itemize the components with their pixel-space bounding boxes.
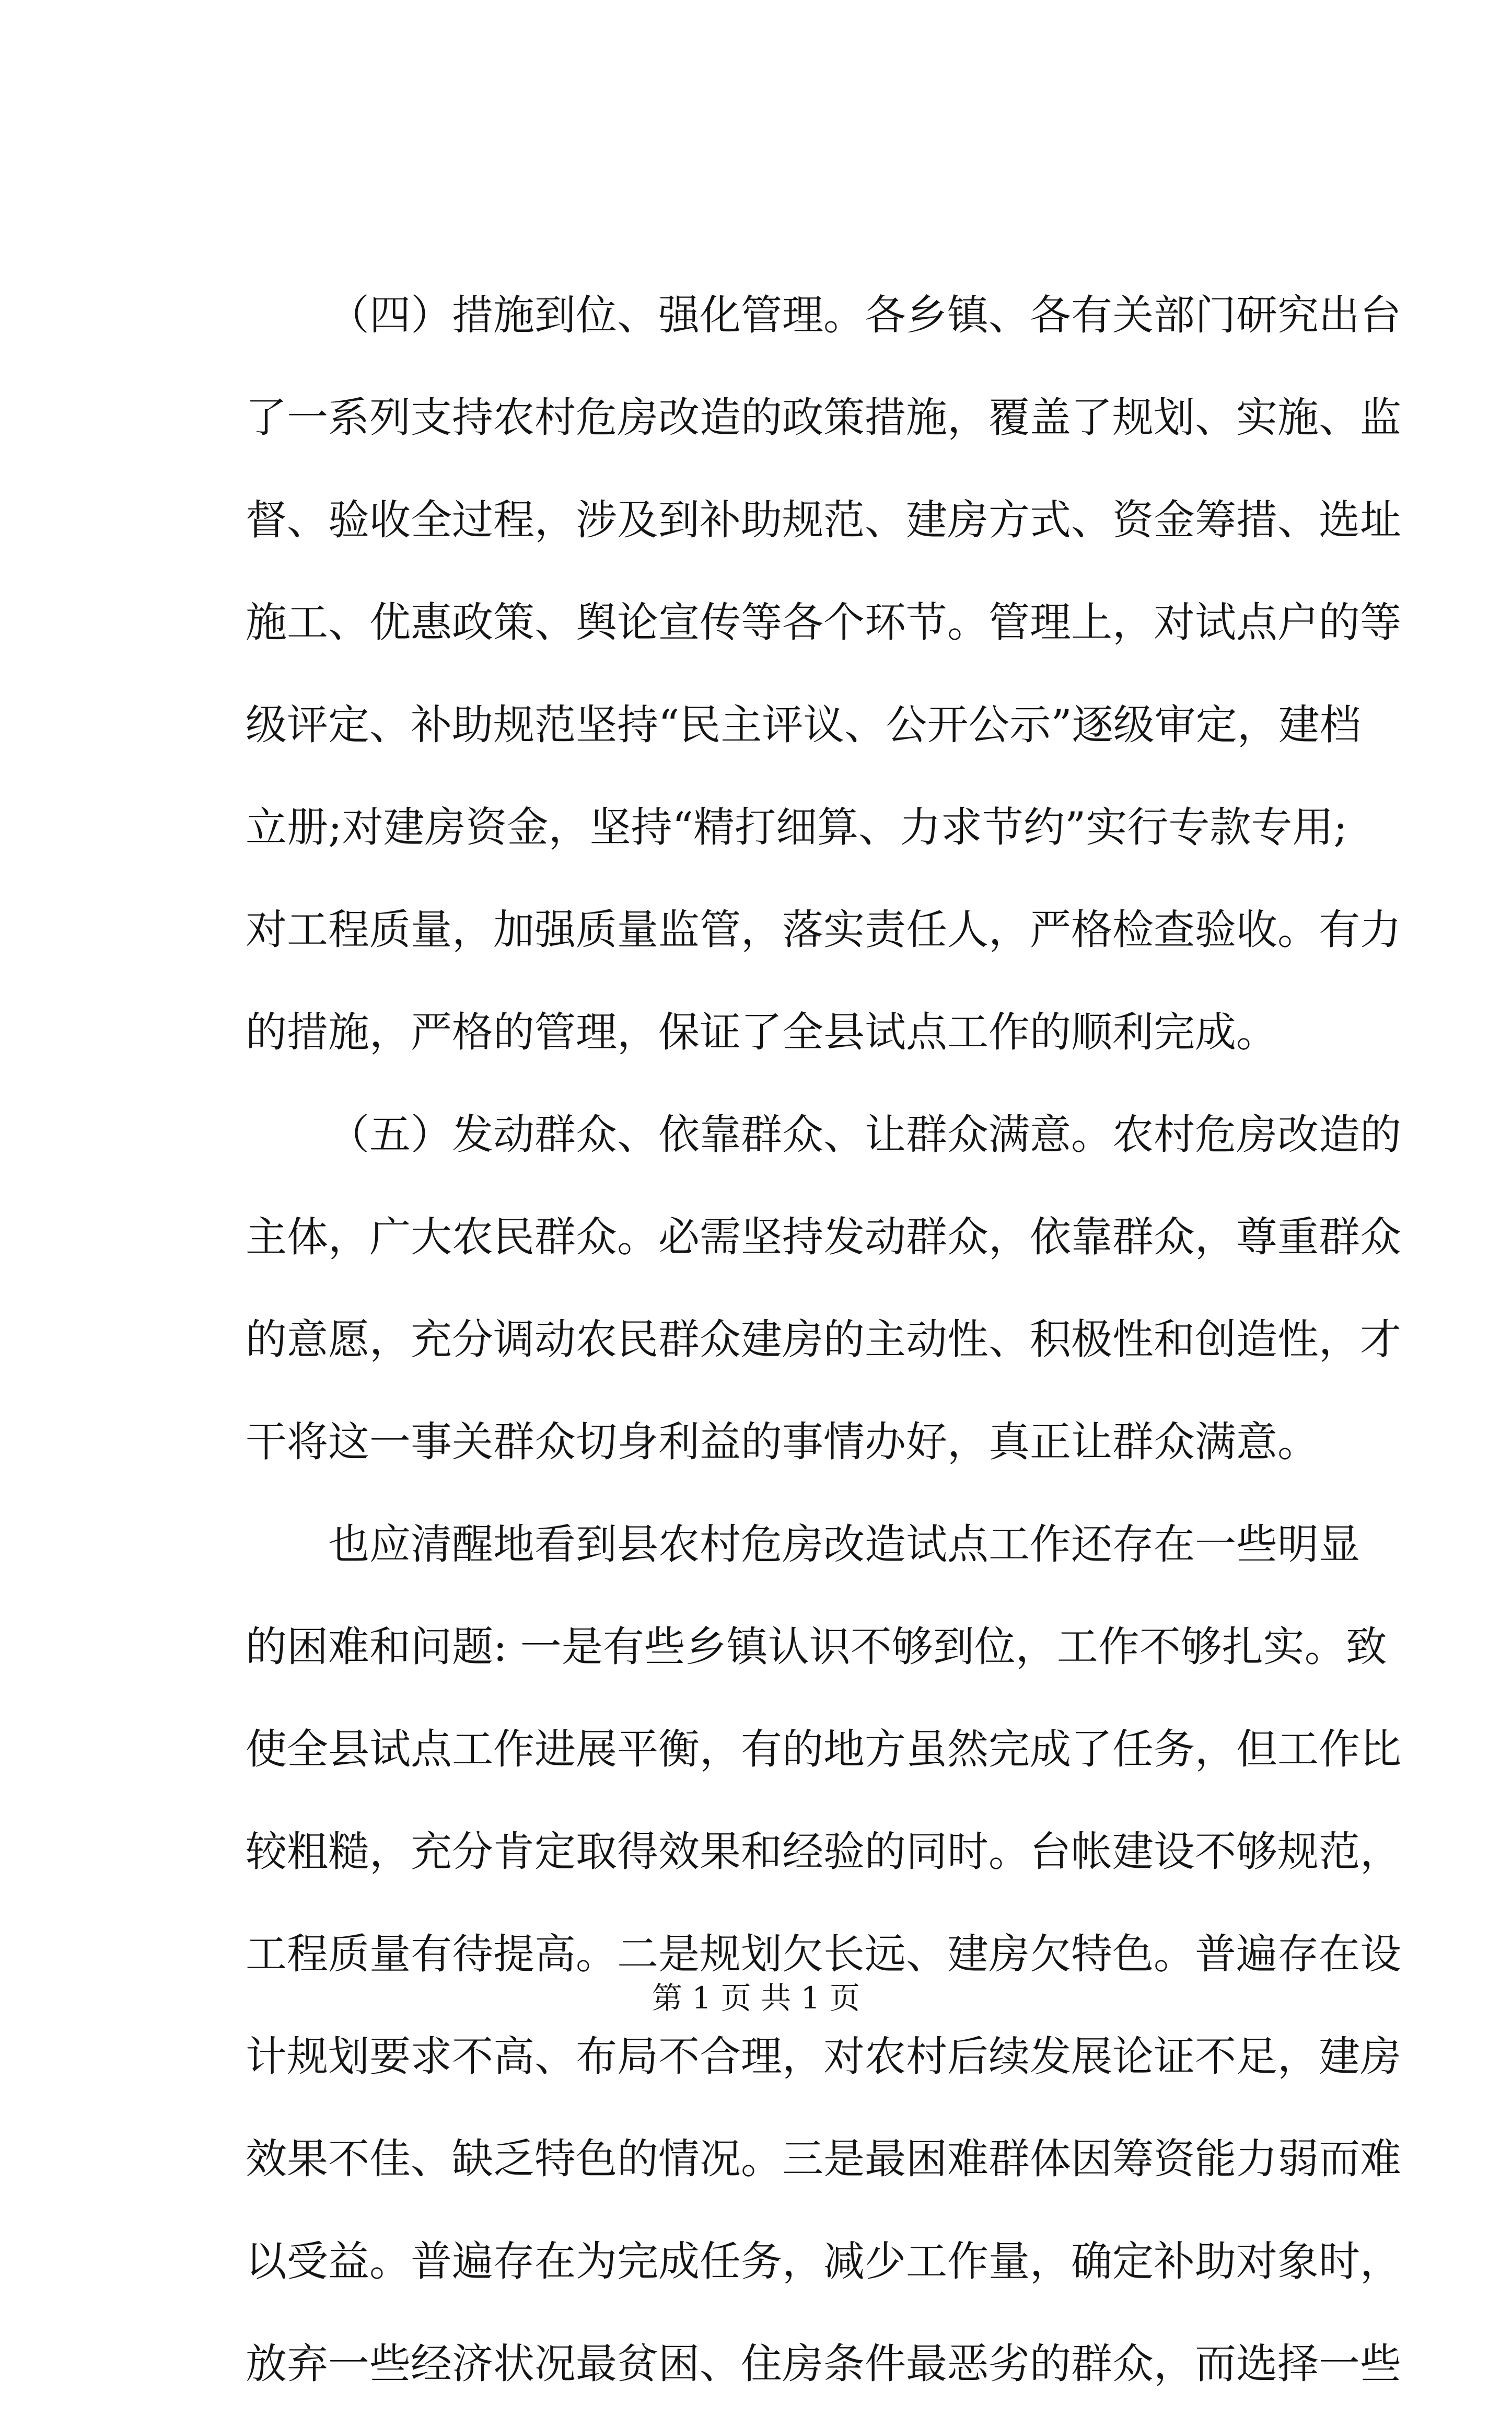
paragraph-1-line-1: （四）措施到位、强化管理。各乡镇、各有关部门研究出台 (328, 291, 1401, 339)
paragraph-3-line-4: 较粗糙，充分肯定取得效果和经验的同时。台帐建设不够规范， (246, 1828, 1401, 1876)
paragraph-1-line-4: 施工、优惠政策、舆论宣传等各个环节。管理上，对试点户的等 (246, 598, 1401, 646)
paragraph-3-line-1: 也应清醒地看到县农村危房改造试点工作还存在一些明显 (328, 1520, 1360, 1568)
paragraph-3-line-7: 效果不佳、缺乏特色的情况。三是最困难群体因筹资能力弱而难 (246, 2135, 1401, 2183)
paragraph-3-line-6: 计规划要求不高、布局不合理，对农村后续发展论证不足，建房 (246, 2032, 1401, 2081)
paragraph-1-line-3: 督、验收全过程，涉及到补助规范、建房方式、资金筹措、选址 (246, 496, 1401, 544)
paragraph-1-line-2: 了一系列支持农村危房改造的政策措施，覆盖了规划、实施、监 (246, 394, 1401, 442)
paragraph-3-line-5: 工程质量有待提高。二是规划欠长远、建房欠特色。普遍存在设 (246, 1930, 1401, 1978)
paragraph-3-line-3: 使全县试点工作进展平衡，有的地方虽然完成了任务，但工作比 (246, 1725, 1401, 1773)
paragraph-2-line-4: 干将这一事关群众切身利益的事情办好，真正让群众满意。 (246, 1418, 1319, 1466)
paragraph-3-line-2: 的困难和问题: 一是有些乡镇认识不够到位，工作不够扎实。致 (246, 1623, 1387, 1671)
paragraph-1-line-5: 级评定、补助规范坚持“民主评议、公开公示”逐级审定，建档 (246, 701, 1361, 749)
paragraph-2-line-3: 的意愿，充分调动农民群众建房的主动性、积极性和创造性，才 (246, 1315, 1401, 1364)
paragraph-2-line-1: （五）发动群众、依靠群众、让群众满意。农村危房改造的 (328, 1111, 1401, 1159)
paragraph-2-line-2: 主体，广大农民群众。必需坚持发动群众，依靠群众，尊重群众 (246, 1213, 1401, 1261)
paragraph-1-line-6: 立册;对建房资金，坚持“精打细算、力求节约”实行专款专用; (246, 803, 1348, 851)
paragraph-3-line-8: 以受益。普遍存在为完成任务，减少工作量，确定补助对象时， (246, 2237, 1401, 2285)
page-footer: 第 1 页 共 1 页 (652, 1980, 860, 2016)
paragraph-1-line-8: 的措施，严格的管理，保证了全县试点工作的顺利完成。 (246, 1008, 1277, 1056)
paragraph-1-line-7: 对工程质量，加强质量监管，落实责任人，严格检查验收。有力 (246, 906, 1401, 954)
paragraph-3-line-9: 放弃一些经济状况最贫困、住房条件最恶劣的群众，而选择一些 (246, 2340, 1401, 2388)
body-text (246, 264, 1401, 2415)
